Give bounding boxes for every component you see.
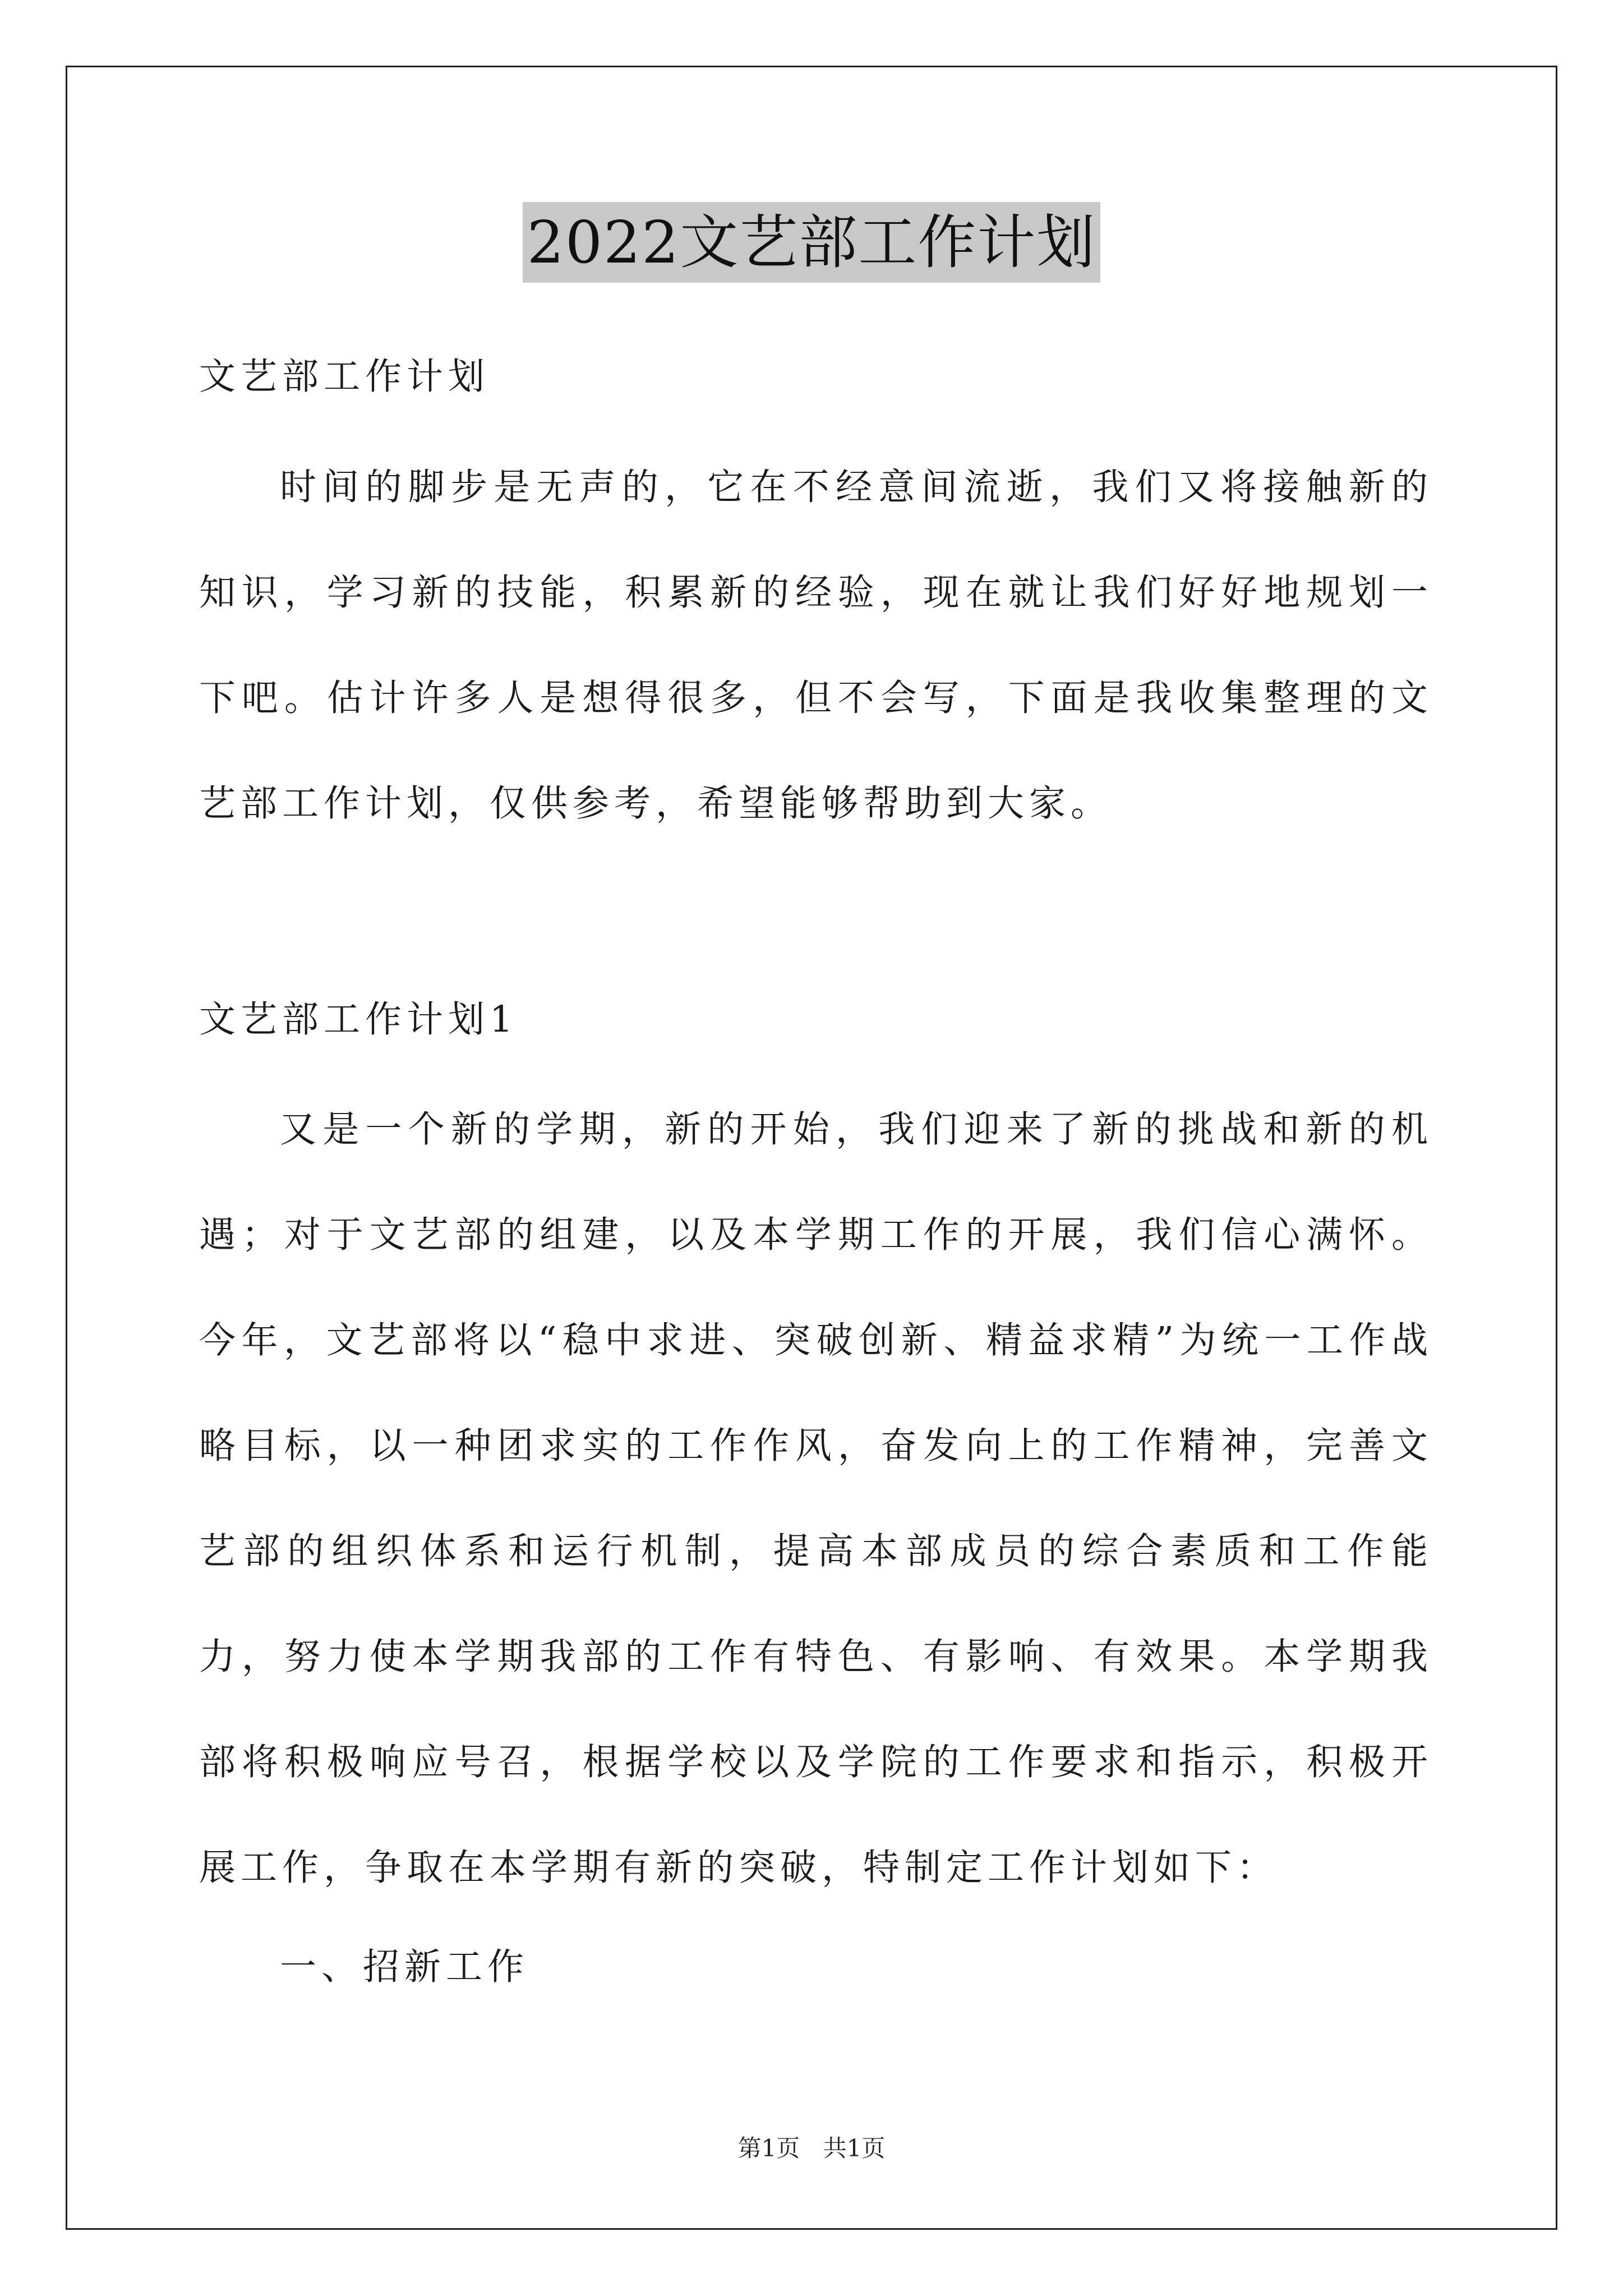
page-total: 共1页: [823, 2134, 886, 2162]
page-number: 第1页: [737, 2134, 800, 2162]
intro-paragraph: 时间的脚步是无声的，它在不经意间流逝，我们又将接触新的知识，学习新的技能，积累新的经验，现在就让我们好好地规划一下吧。估计许多人是想得很多，但不会写，下面是我收集整理的文艺部工作计划，仅供参考，希望能够帮助到大家。: [199, 466, 1433, 825]
page-footer: [0, 2132, 1623, 2165]
title-container: [0, 202, 1623, 283]
subtitle: 文艺部工作计划: [199, 356, 490, 398]
section-paragraph: 又是一个新的学期，新的开始，我们迎来了新的挑战和新的机遇；对于文艺部的组建，以及本学期工作的开展，我们信心满怀。今年，文艺部将以“稳中求进、突破创新、精益求精”为统一工作战略目标，以一种团求实的工作作风，奋发向上的工作精神，完善文艺部的组织体系和运行机制，提高本部成员的综合素质和工作能力，努力使本学期我部的工作有特色、有影响、有效果。本学期我部将积极响应号召，根据学校以及学院的工作要求和指示，积极开展工作，争取在本学期有新的突破，特制定工作计划如下：: [199, 1108, 1433, 1889]
list-item-heading: 一、招新工作: [280, 1946, 529, 1988]
section-heading: 文艺部工作计划1: [199, 999, 518, 1041]
document-title: 2022文艺部工作计划: [523, 202, 1101, 283]
